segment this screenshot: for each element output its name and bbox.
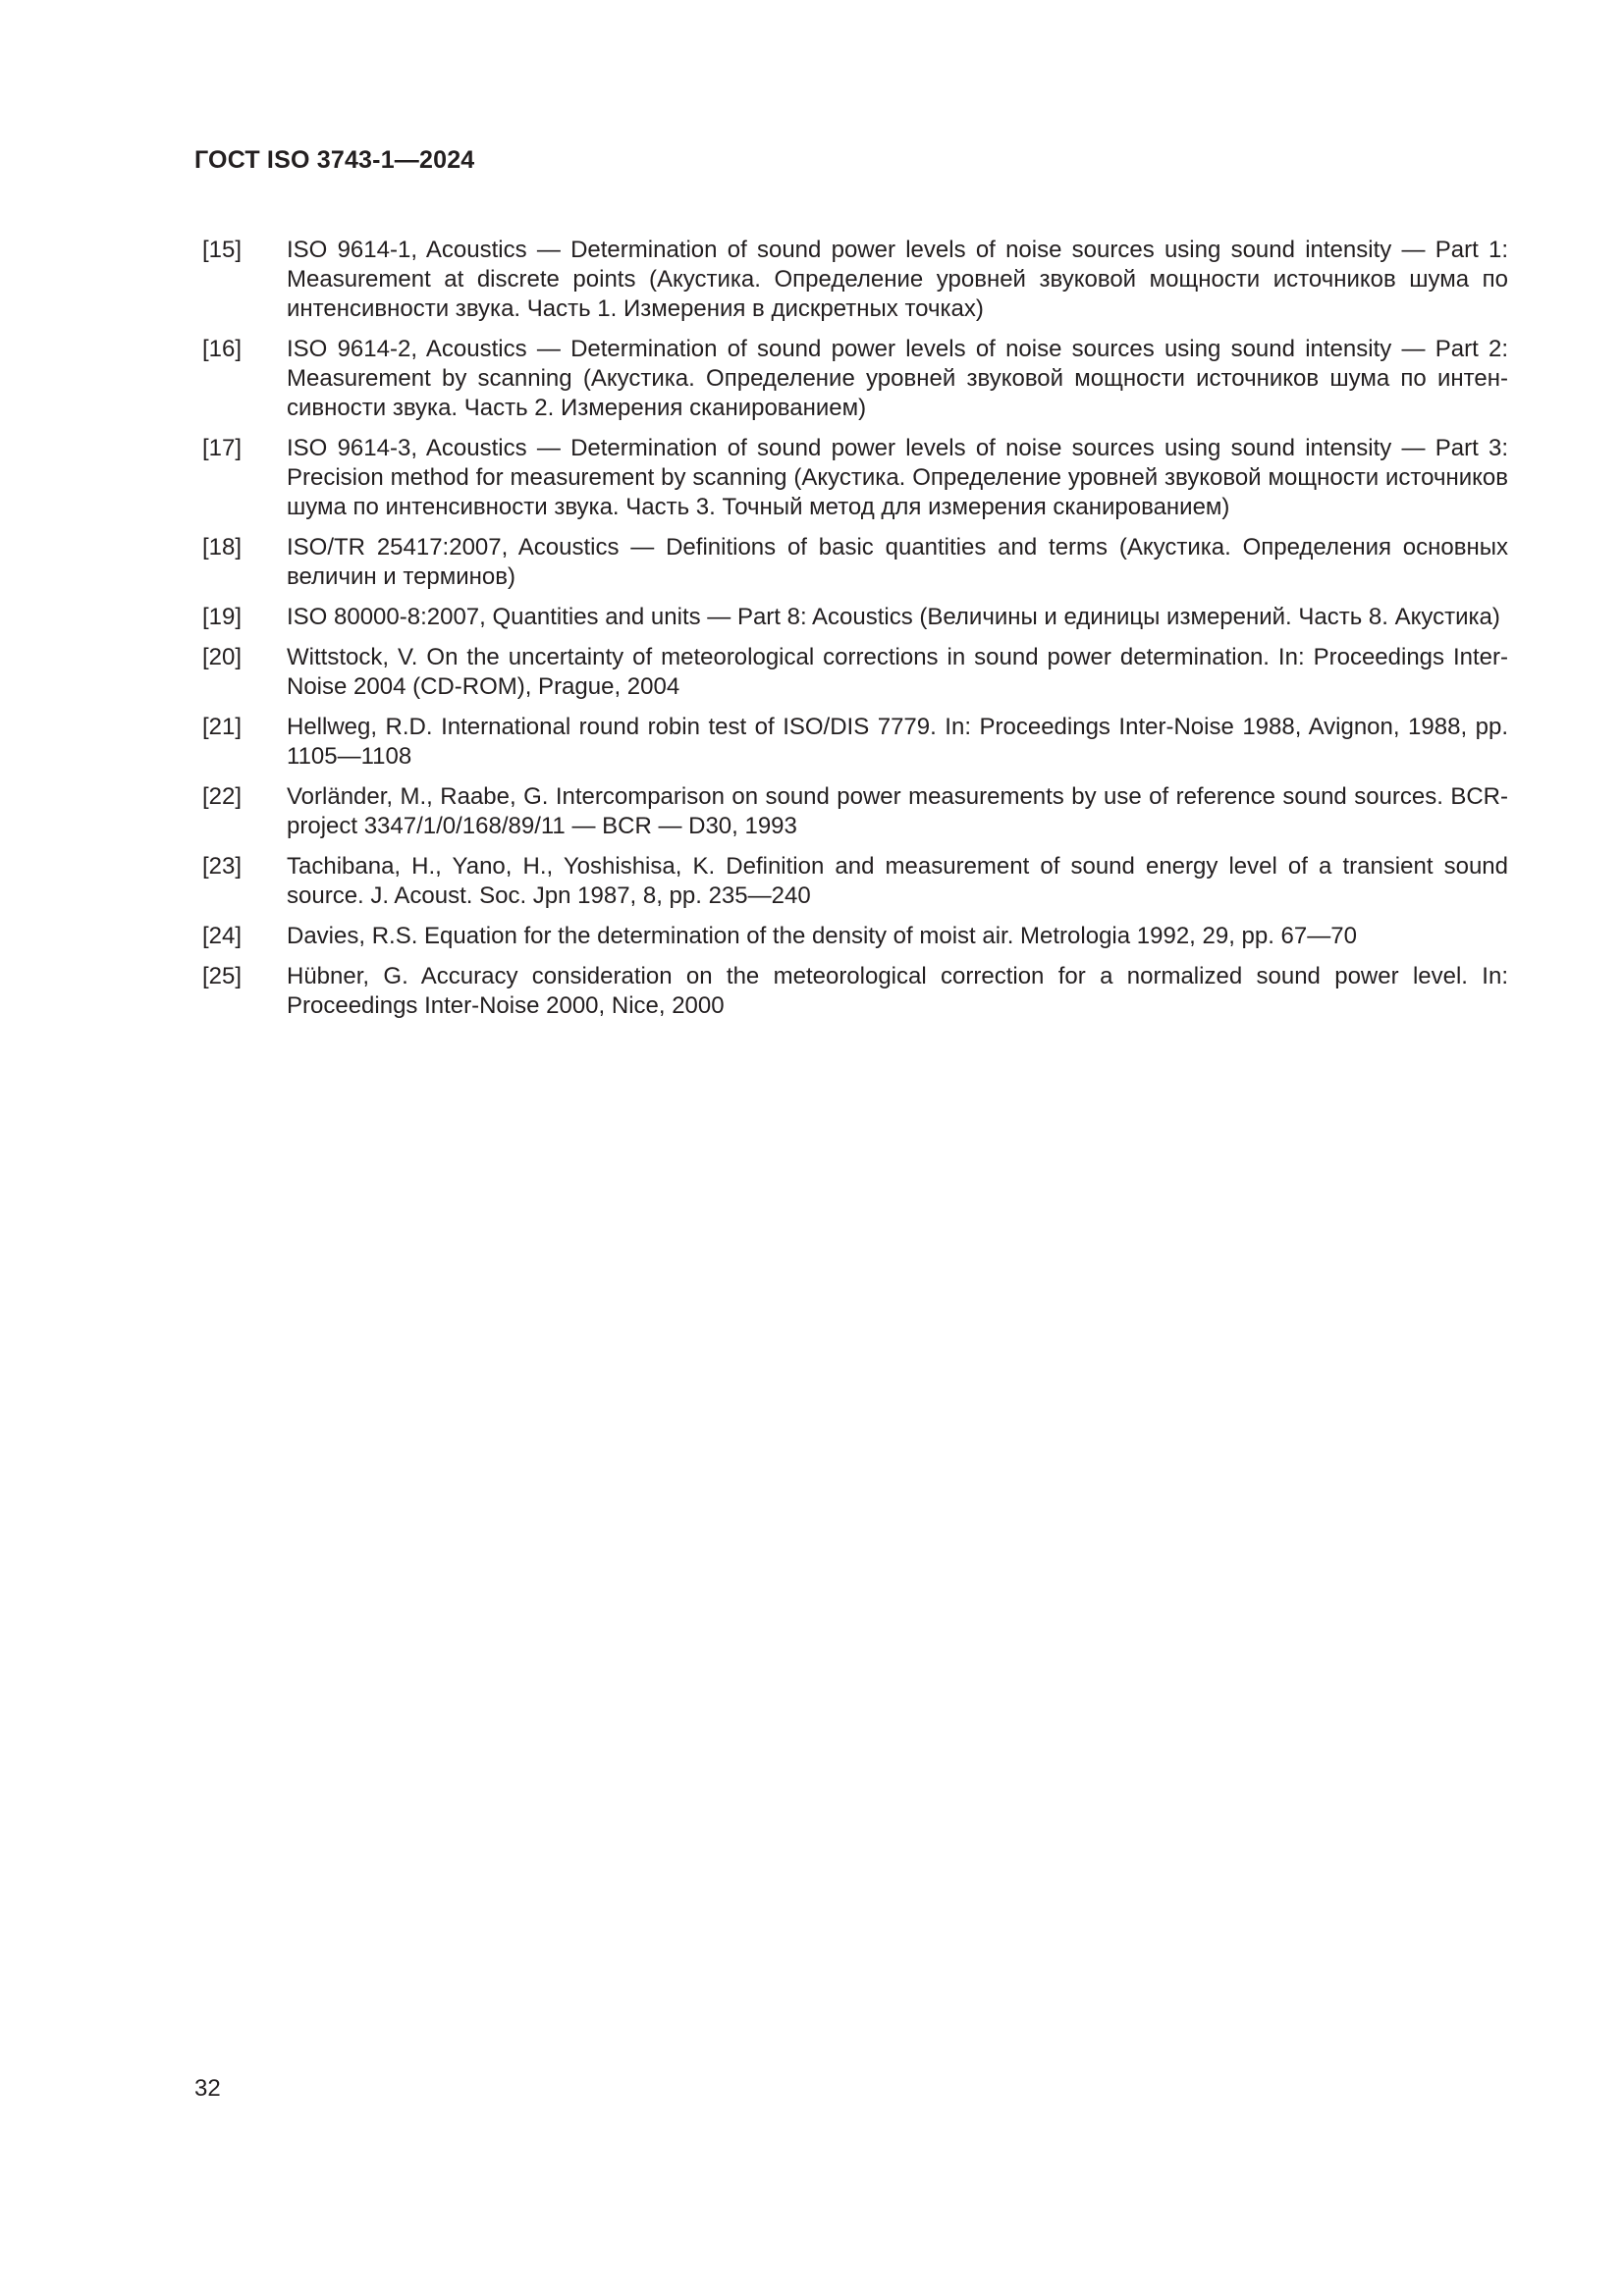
- document-header: ГОСТ ISO 3743-1—2024: [194, 146, 475, 174]
- bibliography-entry: [202, 782, 1508, 841]
- bibliography-entry-number: [22]: [202, 783, 243, 810]
- bibliography-entry-number: [21]: [202, 714, 243, 740]
- bibliography-entry-text: Hübner, G. Accuracy consideration on the meteorological correction for a normalized sound power level. In: Proceedings Inter-Noise 2000, Nice, 2000: [287, 963, 1508, 1019]
- bibliography-entry-number: [20]: [202, 644, 243, 670]
- bibliography-entry: [202, 922, 1508, 951]
- bibliography-entry: [202, 603, 1508, 632]
- bibliography-entry-text: Davies, R.S. Equation for the determination of the density of moist air. Metrologia 1992, 29, pp. 67—70: [287, 923, 1357, 949]
- bibliography-entry: [202, 335, 1508, 423]
- bibliography-entry-text: ISO 80000-8:2007, Quantities and units — Part 8: Acoustics (Величины и единицы измерений. Часть 8. Акустика): [287, 604, 1500, 630]
- bibliography-entry-text: Hellweg, R.D. International round robin test of ISO/DIS 7779. In: Proceedings Inter-Noise 1988, Avignon, 1988, pp. 1105—1108: [287, 714, 1508, 770]
- bibliography-entry-text: ISO 9614-2, Acoustics — Determination of sound power levels of noise sources using sound intensity — Part 2: Measurement by scanning (Акустика. Определение уровней звуковой мощности источников шума по интенсивности звука. Часть 2. Измерения сканированием): [287, 336, 1508, 421]
- bibliography-entry-text: Wittstock, V. On the uncertainty of meteorological corrections in sound power determination. In: Proceedings Inter-Noise 2004 (CD-ROM), Prague, 2004: [287, 644, 1508, 700]
- bibliography-entry: [202, 533, 1508, 592]
- bibliography-entry: [202, 434, 1508, 522]
- bibliography-entry-text: ISO 9614-1, Acoustics — Determination of sound power levels of noise sources using sound intensity — Part 1: Measurement at discrete points (Акустика. Определение уровней звуковой мощности источников шума по интенсивности звука. Часть 1. Измерения в дискретных точках): [287, 237, 1508, 322]
- page-number: 32: [194, 2075, 221, 2102]
- bibliography-entry-number: [23]: [202, 853, 243, 880]
- bibliography-entry-text: ISO 9614-3, Acoustics — Determination of sound power levels of noise sources using sound intensity — Part 3: Precision method for measurement by scanning (Акустика. Определение уровней звуковой мощности источников шума по интенсивности звука. Часть 3. Точный метод для измерения сканированием): [287, 435, 1508, 520]
- bibliography-entry-number: [19]: [202, 604, 243, 630]
- bibliography-entry-number: [25]: [202, 963, 243, 989]
- bibliography-entry: [202, 962, 1508, 1021]
- bibliography-list: [202, 236, 1508, 1032]
- bibliography-entry-number: [16]: [202, 336, 243, 362]
- bibliography-entry-number: [15]: [202, 237, 243, 263]
- bibliography-entry-number: [18]: [202, 534, 243, 561]
- bibliography-entry-text: Tachibana, H., Yano, H., Yoshishisa, K. Definition and measurement of sound energy level of a transient sound source. J. Acoust. Soc. Jpn 1987, 8, pp. 235—240: [287, 853, 1508, 909]
- bibliography-entry: [202, 643, 1508, 702]
- bibliography-entry: [202, 236, 1508, 324]
- bibliography-entry-text: Vorländer, M., Raabe, G. Intercomparison on sound power measurements by use of reference sound sources. BCR-project 3347/1/0/168/89/11 — BCR — D30, 1993: [287, 783, 1508, 839]
- bibliography-entry-text: ISO/TR 25417:2007, Acoustics — Definitions of basic quantities and terms (Акустика. Определения основных величин и терминов): [287, 534, 1508, 590]
- bibliography-entry-number: [24]: [202, 923, 243, 949]
- bibliography-entry: [202, 852, 1508, 911]
- bibliography-entry: [202, 713, 1508, 772]
- bibliography-entry-number: [17]: [202, 435, 243, 461]
